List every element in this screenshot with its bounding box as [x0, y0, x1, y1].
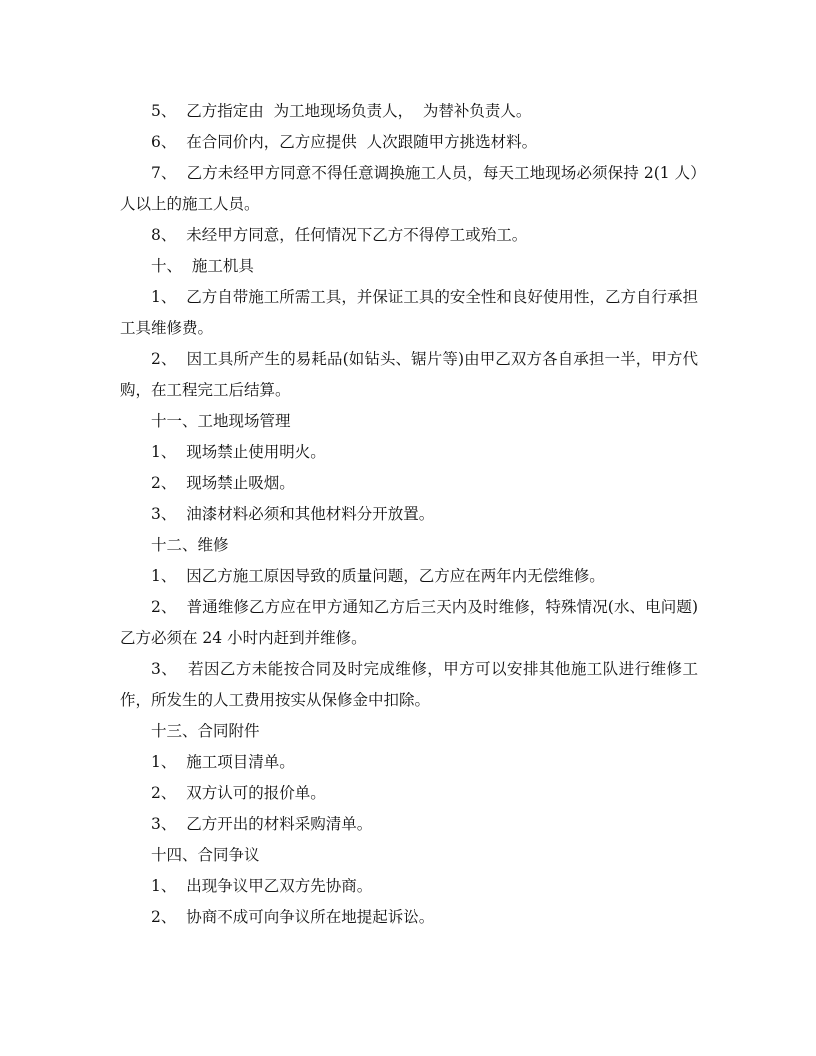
paragraph-consumables: 2、 因工具所产生的易耗品(如钻头、锯片等)由甲乙双方各自承担一半，甲方代购，在工程完工后结算。 [120, 350, 698, 399]
paragraph-tools-maintenance: 1、 乙方自带施工所需工具，并保证工具的安全性和良好使用性，乙方自行承担工具维修费。 [120, 288, 698, 337]
section-heading-attachments: 十三、合同附件 [151, 722, 260, 740]
paragraph-quotation: 2、 双方认可的报价单。 [151, 784, 326, 802]
paragraph-paint-storage: 3、 油漆材料必须和其他材料分开放置。 [151, 505, 435, 523]
paragraph-project-list: 1、 施工项目清单。 [151, 753, 295, 771]
paragraph-free-repair: 1、 因乙方施工原因导致的质量问题，乙方应在两年内无偿维修。 [151, 567, 605, 585]
paragraph-staffing: 7、 乙方未经甲方同意不得任意调换施工人员，每天工地现场必须保持 2(1 人）人以上的施工人员。 [120, 164, 698, 213]
section-heading-disputes: 十四、合同争议 [151, 846, 260, 864]
section-heading-tools: 十、 施工机具 [151, 257, 254, 275]
section-heading-site-management: 十一、工地现场管理 [151, 412, 291, 430]
paragraph-worker-manager: 5、 乙方指定由 为工地现场负责人， 为替补负责人。 [151, 102, 532, 120]
paragraph-purchase-list: 3、 乙方开出的材料采购清单。 [151, 815, 373, 833]
paragraph-no-open-fire: 1、 现场禁止使用明火。 [151, 443, 326, 461]
paragraph-repair-timing: 2、 普通维修乙方应在甲方通知乙方后三天内及时维修，特殊情况(水、电问题)乙方必须在 24 小时内赶到并维修。 [120, 598, 698, 647]
paragraph-material-selection: 6、 在合同价内，乙方应提供 人次跟随甲方挑选材料。 [151, 133, 538, 151]
paragraph-no-smoking: 2、 现场禁止吸烟。 [151, 474, 295, 492]
paragraph-litigation: 2、 协商不成可向争议所在地提起诉讼。 [151, 908, 435, 926]
paragraph-negotiation: 1、 出现争议甲乙双方先协商。 [151, 877, 373, 895]
paragraph-repair-fallback: 3、 若因乙方未能按合同及时完成维修，甲方可以安排其他施工队进行维修工作，所发生的人工费用按实从保修金中扣除。 [120, 660, 698, 709]
paragraph-no-stoppage: 8、 未经甲方同意，任何情况下乙方不得停工或殆工。 [151, 226, 528, 244]
section-heading-repair: 十二、维修 [151, 536, 229, 554]
document-page [120, 96, 698, 933]
